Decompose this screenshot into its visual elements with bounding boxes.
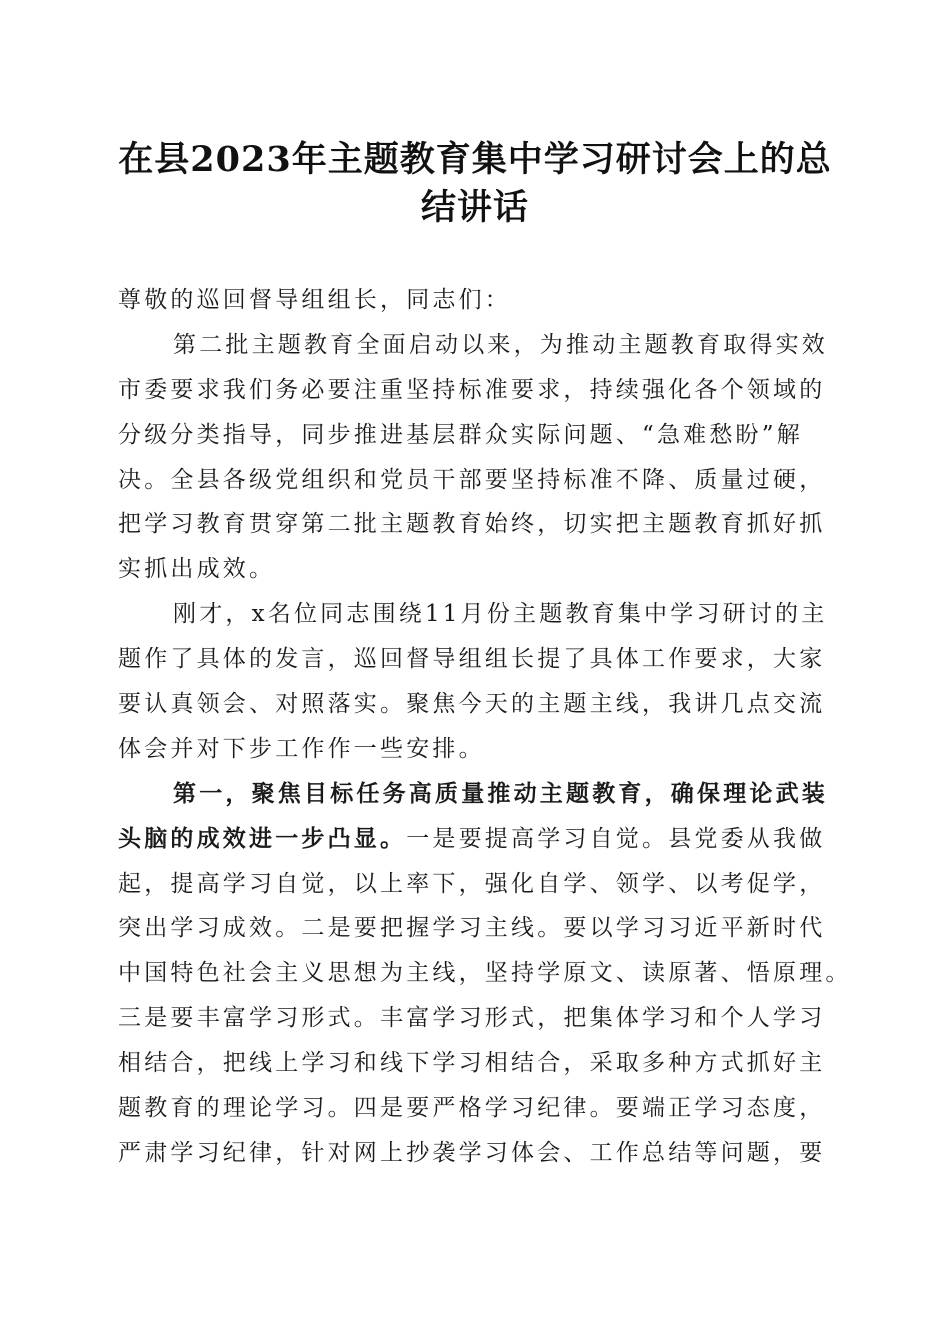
paragraph-3-line-2-rest: 一是要提高学习自觉。县党委从我做	[406, 825, 826, 852]
paragraph-3-line-4: 突出学习成效。二是要把握学习主线。要以学习习近平新时代	[118, 915, 826, 942]
paragraph-1-line-3: 分级分类指导，同步推进基层群众实际问题、“急难愁盼”解	[118, 421, 803, 448]
paragraph-2-line-3: 要认真领会、对照落实。聚焦今天的主题主线，我讲几点交流	[118, 691, 826, 718]
paragraph-2-line-2: 题作了具体的发言，巡回督导组组长提了具体工作要求，大家	[118, 646, 826, 673]
paragraph-1-line-6: 实抓出成效。	[118, 556, 276, 583]
salutation: 尊敬的巡回督导组组长，同志们：	[118, 287, 511, 313]
paragraph-3-heading-line-2: 头脑的成效进一步凸显。	[118, 824, 407, 852]
title-line-1: 在县2023年主题教育集中学习研讨会上的总	[118, 139, 832, 180]
paragraph-1-line-1: 第二批主题教育全面启动以来，为推动主题教育取得实效	[173, 331, 828, 358]
paragraph-1-line-2: 市委要求我们务必要注重坚持标准要求，持续强化各个领域的	[118, 376, 826, 403]
paragraph-3-line-3: 起，提高学习自觉，以上率下，强化自学、领学、以考促学，	[118, 870, 826, 897]
paragraph-1-line-4: 决。全县各级党组织和党员干部要坚持标准不降、质量过硬，	[118, 466, 826, 493]
paragraph-3-line-7: 相结合，把线上学习和线下学习相结合，采取多种方式抓好主	[118, 1050, 826, 1077]
paragraph-3-line-6: 三是要丰富学习形式。丰富学习形式，把集体学习和个人学习	[118, 1005, 826, 1032]
paragraph-3-line-8: 题教育的理论学习。四是要严格学习纪律。要端正学习态度，	[118, 1095, 826, 1122]
paragraph-2-line-4: 体会并对下步工作作一些安排。	[118, 735, 485, 762]
paragraph-3-heading-line-1: 第一，聚焦目标任务高质量推动主题教育，确保理论武装	[173, 779, 828, 807]
paragraph-3-line-2	[118, 817, 838, 862]
paragraph-3-line-9: 严肃学习纪律，针对网上抄袭学习体会、工作总结等问题，要	[118, 1139, 826, 1166]
title-line-2: 结讲话	[420, 187, 529, 228]
paragraph-1-line-5: 把学习教育贯穿第二批主题教育始终，切实把主题教育抓好抓	[118, 511, 826, 538]
document-body	[118, 278, 852, 1176]
paragraph-2-line-1: 刚才，x名位同志围绕11月份主题教育集中学习研讨的主	[173, 601, 828, 628]
paragraph-3-line-5: 中国特色社会主义思想为主线，坚持学原文、读原著、悟原理。	[118, 960, 852, 987]
document-title	[60, 136, 890, 232]
